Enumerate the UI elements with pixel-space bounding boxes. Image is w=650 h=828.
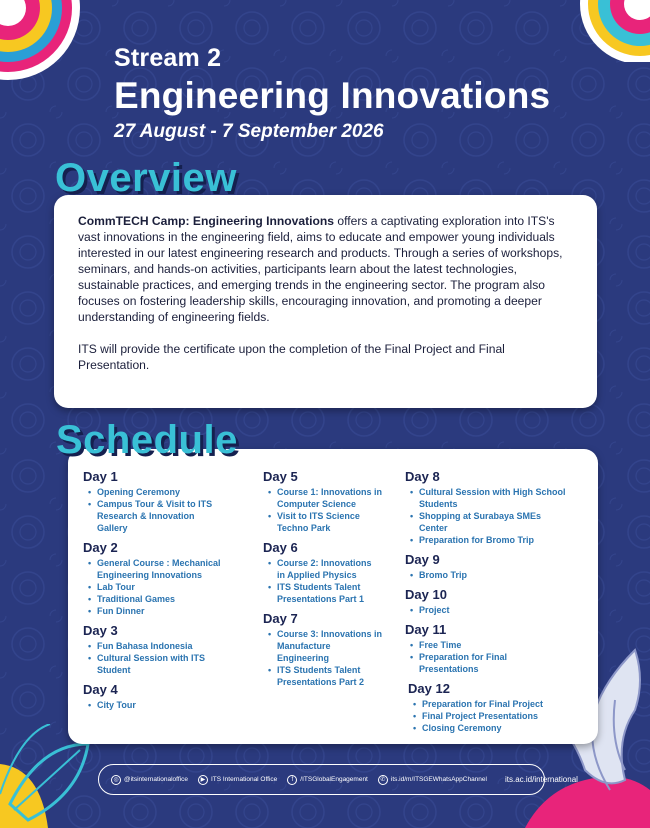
schedule-item: • ITS Students Talent Presentations Part 1	[263, 581, 381, 605]
day-items	[83, 640, 248, 676]
day-heading: Day 9	[405, 552, 440, 567]
schedule-item: • Lab Tour	[83, 581, 248, 593]
schedule-item: • Fun Dinner	[83, 605, 248, 617]
day-heading: Day 3	[83, 623, 118, 638]
day-items	[83, 699, 248, 711]
schedule-item: • Shopping at Surabaya SMEs Center	[405, 510, 555, 534]
schedule-item: • City Tour	[83, 699, 248, 711]
overview-heading: Overview	[55, 156, 237, 200]
day-items	[263, 486, 393, 534]
whatsapp-icon: ✆	[378, 775, 388, 785]
mandala-top-left-decoration	[0, 0, 82, 82]
schedule-column-2	[263, 469, 393, 694]
schedule-item: • Project	[405, 604, 585, 616]
day-items	[405, 486, 585, 546]
day-heading: Day 10	[405, 587, 447, 602]
day-heading: Day 5	[263, 469, 298, 484]
schedule-card	[68, 449, 598, 744]
facebook-icon: f	[287, 775, 297, 785]
day-heading: Day 7	[263, 611, 298, 626]
stream-label: Stream 2	[114, 44, 222, 72]
overview-body: offers a captivating exploration into ITS's vast innovations in the engineering field, aims to educate and empower young individuals interested in our latest engineering research and products. Through a series of workshops, seminars, and hands-on activities, participants learn about the latest technologies, sustainable practices, and emerging trends in the engineering sector. The program also focuses on fostering leadership skills, encouraging innovation, and promoting a deeper understanding of engineering fields.	[78, 214, 563, 324]
program-title: Engineering Innovations	[114, 75, 551, 116]
day-items	[263, 557, 393, 605]
schedule-item: • Preparation for Final Project	[408, 698, 585, 710]
schedule-column-3	[405, 469, 585, 740]
schedule-heading: Schedule	[56, 418, 238, 462]
schedule-item: • Opening Ceremony	[83, 486, 248, 498]
day-heading: Day 12	[408, 681, 450, 696]
schedule-item: • Final Project Presentations	[408, 710, 585, 722]
youtube-icon: ▶	[198, 775, 208, 785]
schedule-item: • Closing Ceremony	[408, 722, 585, 734]
mandala-top-right-decoration	[568, 0, 650, 62]
schedule-item: • Course 1: Innovations in Computer Science	[263, 486, 387, 510]
schedule-item: • Cultural Session with ITS Student	[83, 652, 213, 676]
day-heading: Day 8	[405, 469, 440, 484]
schedule-item: • Preparation for Bromo Trip	[405, 534, 585, 546]
day-items	[405, 604, 585, 616]
day-items	[408, 698, 585, 734]
schedule-item: • Traditional Games	[83, 593, 248, 605]
website-link[interactable]: its.ac.id/international	[504, 775, 578, 784]
day-heading: Day 6	[263, 540, 298, 555]
schedule-item: • Campus Tour & Visit to ITS Research & Innovation Gallery	[83, 498, 223, 534]
schedule-column-1	[83, 469, 248, 717]
schedule-item: • Cultural Session with High School Students	[405, 486, 575, 510]
day-items	[405, 569, 585, 581]
schedule-item: • Course 2: Innovations in Applied Physics	[263, 557, 381, 581]
day-heading: Day 11	[405, 622, 447, 637]
day-heading: Day 4	[83, 682, 118, 697]
instagram-icon: ◎	[111, 775, 121, 785]
social-footer	[98, 764, 578, 795]
day-items	[83, 486, 248, 534]
overview-card	[54, 195, 597, 408]
schedule-item: • General Course : Mechanical Engineering Innovations	[83, 557, 233, 581]
overview-paragraph	[78, 213, 573, 325]
schedule-item: • Free Time	[405, 639, 585, 651]
day-heading: Day 1	[83, 469, 118, 484]
schedule-item: • Visit to ITS Science Techno Park	[263, 510, 373, 534]
program-dates: 27 August - 7 September 2026	[114, 121, 384, 142]
instagram-link[interactable]: ◎ @itsinternationaloffice	[111, 775, 188, 785]
schedule-item: • Preparation for Final Presentations	[405, 651, 525, 675]
schedule-item: • ITS Students Talent Presentations Part 2	[263, 664, 381, 688]
schedule-item: • Bromo Trip	[405, 569, 585, 581]
whatsapp-link[interactable]: ✆ its.id/m/ITSGEWhatsAppChannel	[378, 775, 487, 785]
day-items	[83, 557, 248, 617]
day-heading: Day 2	[83, 540, 118, 555]
header	[114, 44, 550, 143]
certificate-paragraph: ITS will provide the certificate upon the completion of the Final Project and Final Presentation.	[78, 342, 505, 372]
overview-lead: CommTECH Camp: Engineering Innovations	[78, 214, 335, 228]
schedule-item: • Course 3: Innovations in Manufacture Engineering	[263, 628, 383, 664]
facebook-link[interactable]: f /ITSGlobalEngagement	[287, 775, 368, 785]
youtube-link[interactable]: ▶ ITS International Office	[198, 775, 277, 785]
day-items	[405, 639, 585, 675]
day-items	[263, 628, 393, 688]
schedule-item: • Fun Bahasa Indonesia	[83, 640, 248, 652]
